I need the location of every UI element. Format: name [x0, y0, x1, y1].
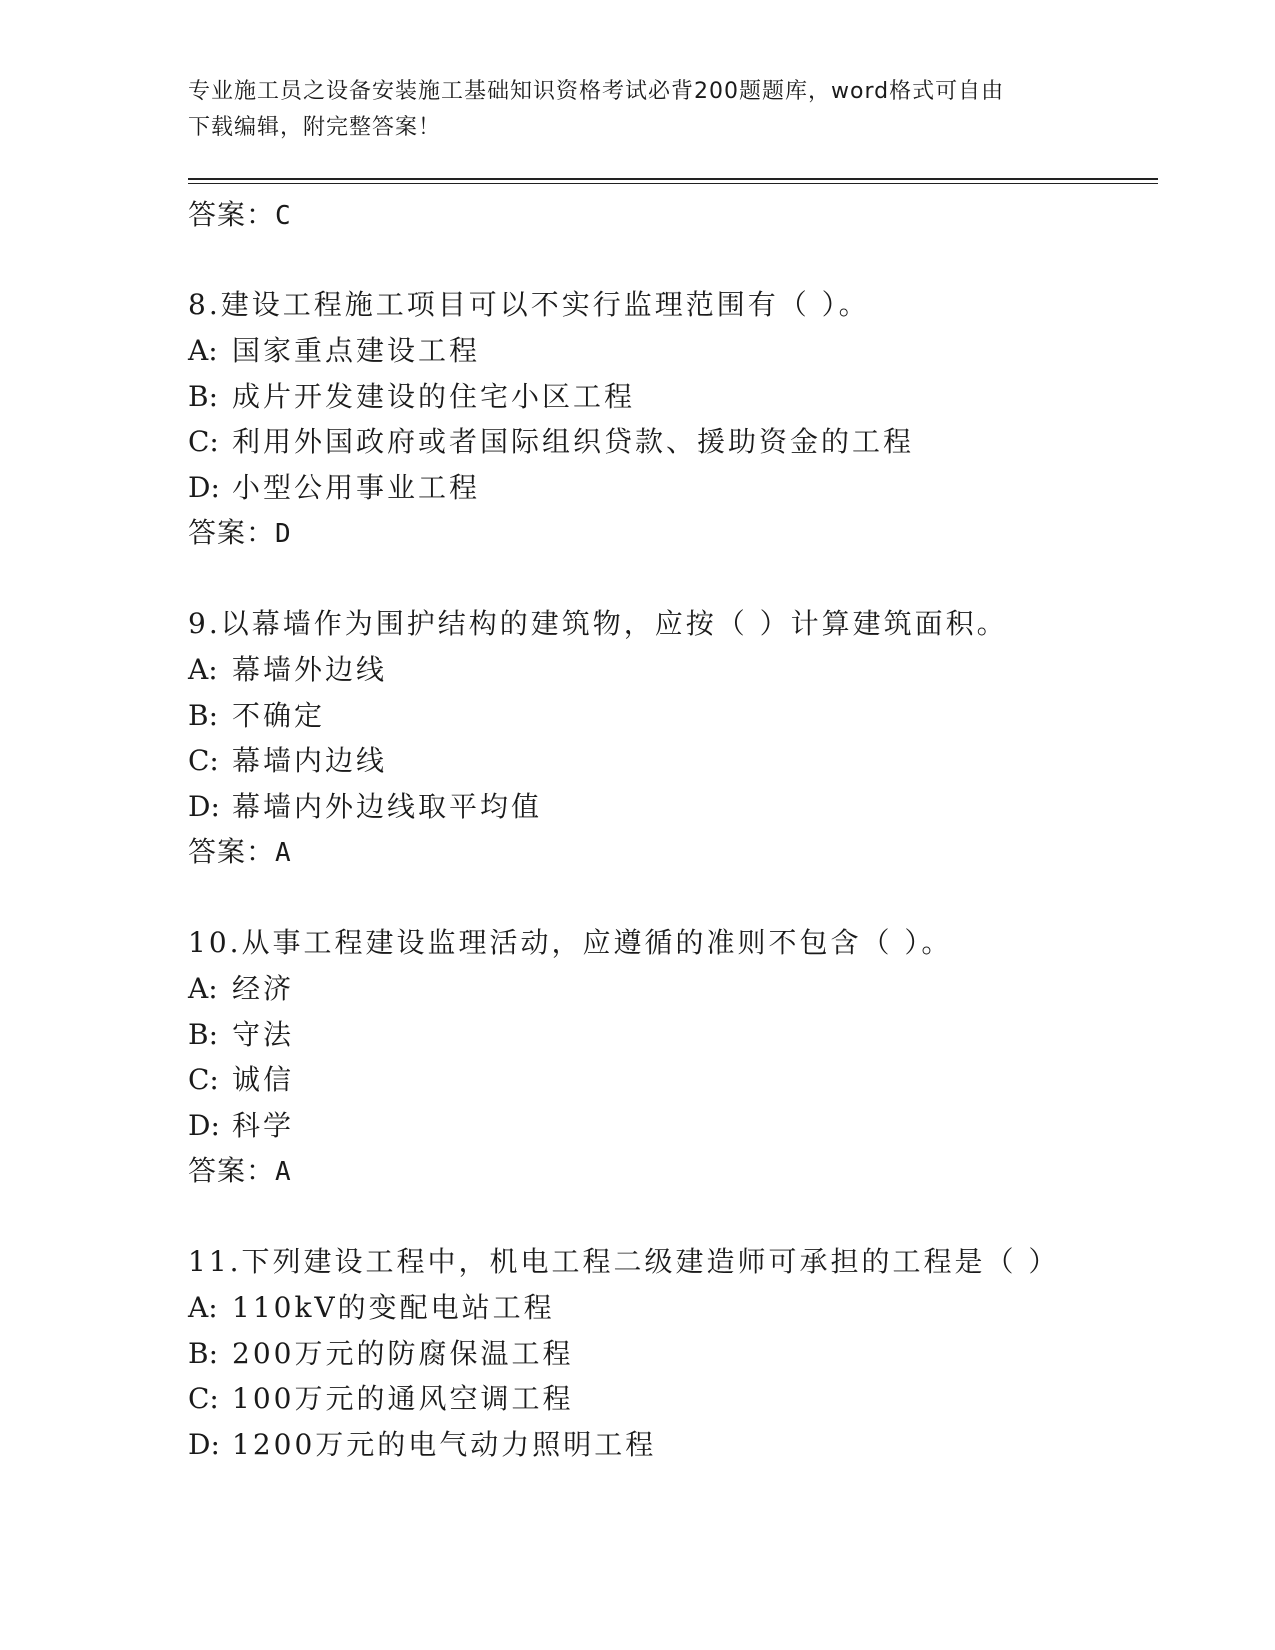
answer-value: A — [275, 1157, 291, 1187]
option-line — [188, 419, 1188, 465]
answer-label: 答案： — [188, 1154, 276, 1187]
option-key: D: — [188, 789, 220, 823]
answer-line — [188, 829, 1188, 876]
option-key: B: — [188, 698, 219, 732]
option-text: 幕墙外边线 — [232, 653, 388, 686]
question-block — [188, 282, 1188, 557]
option-key: A: — [188, 653, 218, 686]
option-key: D: — [188, 1108, 220, 1142]
option-text: 国家重点建设工程 — [232, 334, 481, 367]
option-line — [188, 738, 1188, 784]
option-key: B: — [188, 1017, 219, 1051]
option-key: B: — [188, 1336, 219, 1370]
option-text: 1200万元的电气动力照明工程 — [232, 1427, 657, 1461]
option-line — [188, 1376, 1188, 1422]
answer-label: 答案： — [188, 516, 276, 549]
option-key: B: — [188, 379, 219, 413]
answer-line — [188, 1148, 1188, 1195]
option-text: 100万元的通风空调工程 — [232, 1382, 574, 1415]
question-stem: 10.从事工程建设监理活动，应遵循的准则不包含（ ）。 — [188, 926, 953, 959]
option-line — [188, 1331, 1188, 1377]
header-divider — [188, 178, 1158, 184]
option-line — [188, 647, 1188, 693]
answer-value: C — [275, 201, 291, 231]
option-text: 200万元的防腐保温工程 — [232, 1336, 574, 1370]
option-key: A: — [188, 334, 218, 367]
option-line — [188, 693, 1188, 739]
option-line — [188, 1285, 1188, 1331]
option-key: A: — [188, 972, 218, 1005]
option-text: 经济 — [232, 972, 295, 1005]
question-block — [188, 920, 1188, 1195]
answer-line — [188, 192, 291, 239]
option-text: 不确定 — [232, 698, 326, 732]
document-header — [188, 74, 1068, 146]
option-key: C: — [188, 744, 219, 777]
option-key: C: — [188, 425, 219, 458]
option-line — [188, 966, 1188, 1012]
option-text: 110kV的变配电站工程 — [232, 1291, 555, 1324]
answer-value: A — [275, 838, 291, 868]
question-stem: 9.以幕墙作为围护结构的建筑物，应按（ ）计算建筑面积。 — [188, 607, 1008, 640]
question-list — [188, 282, 1188, 1511]
option-line — [188, 1012, 1188, 1058]
option-line — [188, 1422, 1188, 1468]
answer-line — [188, 510, 1188, 557]
option-key: D: — [188, 1427, 220, 1461]
header-line-1: 专业施工员之设备安装施工基础知识资格考试必背200题题库，word格式可自由 — [188, 79, 1005, 104]
option-text: 利用外国政府或者国际组织贷款、援助资金的工程 — [232, 425, 915, 458]
option-text: 守法 — [232, 1017, 295, 1051]
option-line — [188, 1057, 1188, 1103]
option-key: C: — [188, 1063, 219, 1096]
option-text: 诚信 — [232, 1063, 295, 1096]
option-line — [188, 1103, 1188, 1149]
option-line — [188, 784, 1188, 830]
option-line — [188, 374, 1188, 420]
option-key: D: — [188, 470, 220, 504]
question-block — [188, 1239, 1188, 1467]
answer-label: 答案： — [188, 198, 276, 231]
option-key: A: — [188, 1291, 218, 1324]
option-text: 小型公用事业工程 — [232, 470, 481, 504]
question-stem: 11.下列建设工程中，机电工程二级建造师可承担的工程是（ ） — [188, 1245, 1060, 1278]
option-line — [188, 465, 1188, 511]
answer-value: D — [275, 519, 291, 549]
answer-label: 答案： — [188, 835, 276, 868]
question-stem: 8.建设工程施工项目可以不实行监理范围有（ ）。 — [188, 288, 870, 321]
option-text: 科学 — [232, 1108, 295, 1142]
option-key: C: — [188, 1382, 219, 1415]
option-text: 幕墙内外边线取平均值 — [232, 789, 543, 823]
header-line-2: 下载编辑，附完整答案！ — [188, 115, 442, 140]
option-text: 成片开发建设的住宅小区工程 — [232, 379, 636, 413]
option-text: 幕墙内边线 — [232, 744, 388, 777]
question-block — [188, 601, 1188, 876]
option-line — [188, 328, 1188, 374]
